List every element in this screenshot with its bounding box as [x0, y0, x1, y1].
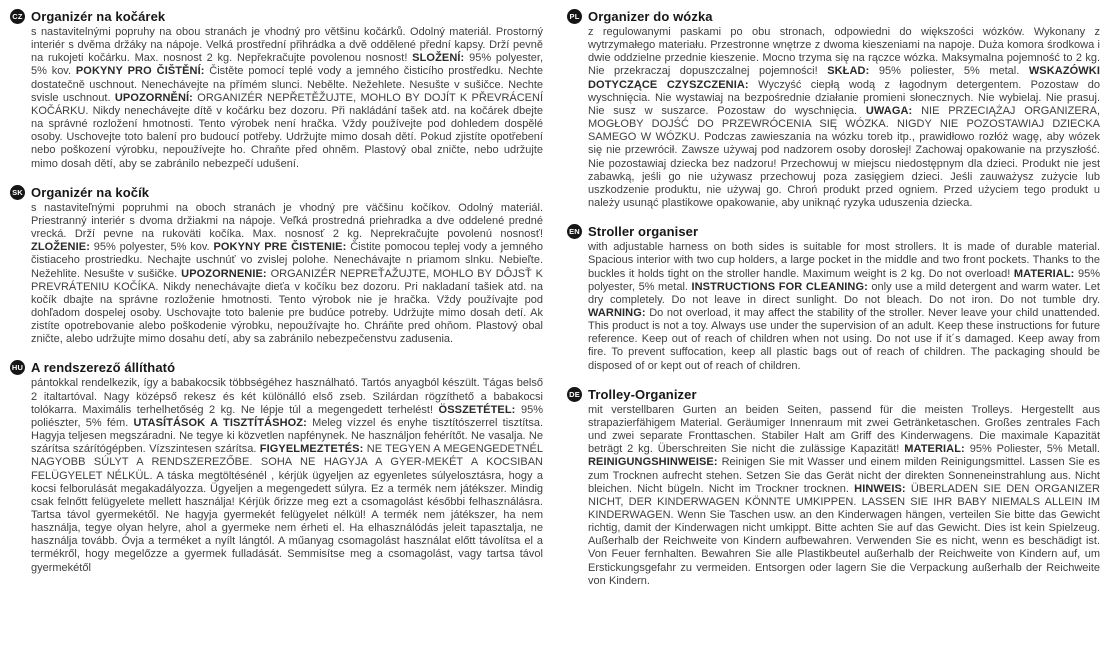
text-run: pántokkal rendelkezik, így a babakocsik többségéhez használható. Tartós anyagból készült. Tágas belső 2 italtartóval. Nagy középső rekesz és két különálló első zseb. Szilárdan rögzíthető a babakocsi tolókarra. Maximális terhelhetőség 2 kg. Ne lépje túl a megengedett terhelést!: [31, 377, 543, 416]
section-header: [10, 360, 543, 375]
text-run: 95% poliester, 5% metal.: [869, 65, 1029, 78]
section-body-hu: [31, 377, 543, 574]
bold-text-run: UPOZORNĚNÍ:: [114, 91, 193, 104]
left-column: [10, 9, 543, 658]
section-de: [567, 387, 1100, 588]
section-body-cz: [31, 26, 543, 171]
section-cz: [10, 9, 543, 171]
text-run: 95% polyester, 5% kov.: [31, 52, 543, 78]
section-body-de: [588, 404, 1100, 588]
text-run: s nastavitelnými popruhy na obou stranách je vhodný pro většinu kočárků. Odolný materiál. Prostorný interiér s dvěma držáky na nápoje. Velká prostřední přihrádka a dvě oddělené přední kapsy. Drží pevně na rukojeti kočárku. Max. nosnost 2 kg. Nepřekračujte povolenou nosnost!: [31, 26, 543, 65]
language-badge-pl: PL: [567, 9, 582, 24]
bold-text-run: UWAGA:: [865, 104, 913, 117]
text-run: Čistěte pomocí teplé vody a jemného čisticího prostředku. Nechte dostatečně uschnout. Nenechávejte na přímém slunci. Nebělte. Nežehlete. Nesušte v sušičce. Nechte svisle uschnout.: [31, 65, 543, 104]
language-badge-de: DE: [567, 387, 582, 402]
section-body-pl: [588, 26, 1100, 210]
text-run: mit verstellbaren Gurten an beiden Seiten, passend für die meisten Trolleys. Hergestellt aus strapazierfähigem Material. Geräumiger Innenraum mit zwei Getränketaschen. Großes zentrales Fach und zwei separate Fronttaschen. Stabiler Halt am Griff des Kinderwagens. Die maximale Kapazität beträgt 2 kg. Überschreiten Sie nicht die zulässige Kapazität!: [588, 403, 1100, 456]
bold-text-run: HINWEIS:: [854, 482, 906, 495]
bold-text-run: POKYNY PRE ČISTENIE:: [213, 241, 347, 254]
section-pl: [567, 9, 1100, 210]
bold-text-run: SLOŽENÍ:: [412, 52, 465, 65]
text-run: ORGANIZÉR NEPREŤAŽUJTE, MOHLO BY DÔJSŤ K PREVRÁTENIU KOČÍKA. Nikdy nenechávajte dieťa v kočíku bez dozoru. Pri nakladaní tašiek atd. na kočík dbajte na správne rozloženie hmotnosti. Tento výrobok nie je hračka. Vždy používajte pod dohľadom dospelej osoby. Uschovajte toto balenie pre budúce potreby. Udržujte mimo dosah detí. Ak zistíte opotrebovanie alebo poškodenie výrobku, nepoužívajte ho. Chráňte pred ohňom. Plastový obal zničte, alebo udržujte mimo dosahu detí, aby sa zabránilo nebezpečenstvu zadusenia.: [31, 267, 543, 346]
language-badge-hu: HU: [10, 360, 25, 375]
text-run: 95% poliészter, 5% fém.: [31, 403, 543, 429]
section-header: [10, 9, 543, 24]
bold-text-run: MATERIAL:: [1013, 267, 1075, 280]
text-run: Meleg vízzel és enyhe tisztítószerrel tisztítsa. Hagyja teljesen megszáradni. Ne tegye ki közvetlen napfénynek. Ne használjon fehérítőt. Ne vasalja. Ne szárítsa szárítógépben. Vízszintesen szárítsa.: [31, 416, 544, 456]
text-run: 95% polyester, 5% kov.: [89, 241, 214, 254]
bold-text-run: REINIGUNGSHINWEISE:: [588, 456, 718, 469]
bold-text-run: WARNING:: [588, 306, 646, 319]
language-badge-cz: CZ: [10, 9, 25, 24]
text-run: Do not overload, it may affect the stability of the stroller. Never leave your child unattended. This product is not a toy. Always use under the supervision of an adult. Keep these instructions for future reference. Keep out of reach of children when not using. Do not use if it´s damaged. Keep away from fire. To prevent suffocation, keep all plastic bags out of reach of children. The packaging should be disposed of or kept out of reach of children.: [588, 306, 1100, 372]
section-title-hu: A rendszerező állítható: [31, 360, 176, 376]
section-sk: [10, 185, 543, 347]
bold-text-run: SKŁAD:: [827, 65, 870, 78]
bold-text-run: ÖSSZETÉTEL:: [438, 403, 516, 416]
section-header: [10, 185, 543, 200]
language-badge-en: EN: [567, 224, 582, 239]
text-run: with adjustable harness on both sides is suitable for most strollers. It is made of durable material. Spacious interior with two cup holders, a large pocket in the middle and two front pockets. Thanks to the buckles it holds tight on the stroller handle. Maximum weight is 2 kg. Do not overload!: [588, 241, 1100, 280]
language-badge-sk: SK: [10, 185, 25, 200]
section-body-en: [588, 241, 1100, 373]
text-run: only use a mild detergent and warm water. Let dry completely. Do not leave in direct sunlight. Do not bleach. Do not iron. Do not tumble dry.: [588, 280, 1100, 306]
text-run: NIE PRZECIĄŻAJ ORGANIZERA, MOGŁOBY DOJŚĆ DO PRZEWRÓCENIA SIĘ WÓZKA. NIGDY NIE POZOSTAWIAJ DZIECKA SAMEGO W WÓZKU. Podczas zawieszania na wózku toreb itp., prawidłowo rozłóż wagę, aby wózek się nie przewrócił. Zawsze używaj pod nadzorem osoby dorosłej! Zachowaj opakowanie na przyszłość. Nie pozostawiaj dziecka bez nadzoru! Przechowuj w miejscu niedostępnym dla dzieci. Produkt nie jest zabawką, jeśli go nie używasz przechowuj poza zasięgiem dzieci. Jeśli zauważysz zużycie lub uszkodzenie produktu, nie używaj go. Chroń produkt przed ogniem. Przed użyciem tego produkt u należy usunąć plastikowe opakowanie, aby uniknąć ryzyka uduszenia dziecka.: [588, 104, 1100, 210]
section-title-cz: Organizér na kočárek: [31, 9, 166, 24]
section-en: [567, 224, 1100, 373]
text-run: NE TEGYEN A MEGENGEDETNÉL NAGYOBB SÚLYT A RENDSZEREZŐBE. SOHA NE HAGYJA A GYER-MEKÉT A KOCSIBAN FELÜGYELET NÉLKÜL. A táska megtöltésénél , kérjük ügyeljen az egyenletes súlyelosztásra, hogy a kocsi felborulását megakadályozza. Ügyeljen a megengedett súlyra. Ez a termék nem játékszer. Mindig csak felnőtt felügyelete mellett használja! Kérjük őrizze meg ezt a csomagolást későbbi felhasználásra. Tartsa távol gyermekétől. Ne hagyja gyermekét felügyelet nélkül! A termék nem játékszer, ha nem használja, tegye olyan helyre, ahol a gyermeke nem érheti el. Ha elhasználódás jeleit tapasztalja, ne használja tovább. Óvja a terméket a nyílt lángtól. A műanyag csomagolást használat előtt távolítsa el a termékről, hogy megelőzze a gyermek fulladását. Semmisítse meg a csomagolást, vagy tartsa távol gyermekétől: [31, 443, 543, 574]
text-run: ORGANIZÉR NEPŘETĚŽUJTE, MOHLO BY DOJÍT K PŘEVRÁCENÍ KOČÁRKU. Nikdy nenechávejte dítě v kočárku bez dozoru. Při nakládání tašek atd. na kočárek dbejte na správné rozložení hmotnosti. Tento výrobek není hračka. Vždy používejte pod dohledem dospělé osoby. Uschovejte toto balení pro budoucí potřeby. Udržujte mimo dosah dětí. Pokud zjistíte opotřebení nebo poškození výrobku, nepoužívejte ho. Chraňte před ohněm. Plastový obal zničte, nebo udržujte mimo dosah dětí, aby se zabránilo nebezpečí udušení.: [31, 91, 543, 170]
bold-text-run: WSKAZÓWKI DOTYCZĄCE CZYSZCZENIA:: [588, 65, 1100, 91]
section-header: [567, 9, 1100, 24]
section-title-pl: Organizer do wózka: [588, 9, 713, 24]
bold-text-run: MATERIAL:: [904, 443, 965, 456]
text-run: z regulowanymi paskami po obu stronach, odpowiedni do większości wózków. Wykonany z wytrzymałego materiału. Przestronne wnętrze z dwoma kieszeniami na napoje. Duża komora środkowa i dwie oddzielne przednie kieszenie. Mocno trzyma się na rączce wózka. Maksymalna pojemność to 2 kg. Nie przekraczaj dopuszczalnej pojemności!: [588, 26, 1100, 78]
section-header: [567, 387, 1100, 402]
section-title-en: Stroller organiser: [588, 224, 699, 240]
bold-text-run: INSTRUCTIONS FOR CLEANING:: [691, 280, 868, 293]
bold-text-run: UPOZORNENIE:: [181, 267, 267, 280]
right-column: [567, 9, 1100, 658]
text-run: ÜBERLADEN SIE DEN ORGANIZER NICHT, DER KINDERWAGEN KÖNNTE UMKIPPEN. LASSEN SIE IHR BABY NIEMALS ALLEIN IM KINDERWAGEN. Wenn Sie Taschen usw. an den Kinderwagen hängen, verteilen Sie bitte das Gewicht richtig, damit der Kinderwagen nicht umkippt. Bitte achten Sie auf das Gewicht. Dies ist kein Spielzeug. Außerhalb der Reichweite von Kindern aufbewahren. Verwenden Sie es nicht, wenn es beschädigt ist. Von Feuer fernhalten. Bewahren Sie alle Plastikbeutel außerhalb der Reichweite von Kindern auf, um Erstickungsgefahr zu vermeiden. Entsorgen oder lagern Sie die Verpackung außerhalb der Reichweite von Kindern.: [588, 482, 1100, 587]
text-run: 95% Poliester, 5% Metall.: [964, 443, 1100, 456]
section-title-de: Trolley-Organizer: [588, 386, 697, 402]
text-run: Reinigen Sie mit Wasser und einem milden Reinigungsmittel. Lassen Sie es zum Trocknen aufrecht stehen. Setzen Sie das Gerät nicht der direkten Sonneneinstrahlung aus. Nicht bleichen. Nicht bügeln. Nicht im Trockner trocknen.: [588, 456, 1100, 495]
text-run: s nastaviteľnými popruhmi na oboch stranách je vhodný pre väčšinu kočíkov. Odolný materiál. Priestranný interiér s dvoma držiakmi na nápoje. Veľká prostredná priehradka a dve oddelené predné vrecká. Drží pevne na rukoväti kočíka. Max. nosnosť 2 kg. Neprekračujte povolenú nosnosť!: [31, 201, 543, 241]
section-body-sk: [31, 202, 543, 347]
text-run: Wyczyść ciepłą wodą z łagodnym detergentem. Pozostaw do wyschnięcia. Nie wystawiaj na bezpośrednie działanie promieni słonecznych. Nie wybielaj. Nie prasuj. Nie susz w suszarce. Pozostaw do wyschnięcia.: [588, 78, 1100, 117]
bold-text-run: FIGYELMEZTETÉS:: [259, 443, 364, 456]
bold-text-run: POKYNY PRO ČIŠTĚNÍ:: [75, 65, 205, 78]
bold-text-run: UTASÍTÁSOK A TISZTÍTÁSHOZ:: [133, 416, 307, 429]
section-hu: [10, 360, 543, 574]
text-run: 95% polyester, 5% metal.: [588, 267, 1100, 293]
section-title-sk: Organizér na kočík: [31, 184, 150, 200]
section-header: [567, 224, 1100, 239]
bold-text-run: ZLOŽENIE:: [31, 241, 90, 254]
text-run: Čistite pomocou teplej vody a jemného čistiaceho prostriedku. Nechajte uschnúť vo zvislej polohe. Nenechávajte n priamom slnku. Nebieľte. Nežehlite. Nesušte v sušičke.: [31, 241, 543, 280]
